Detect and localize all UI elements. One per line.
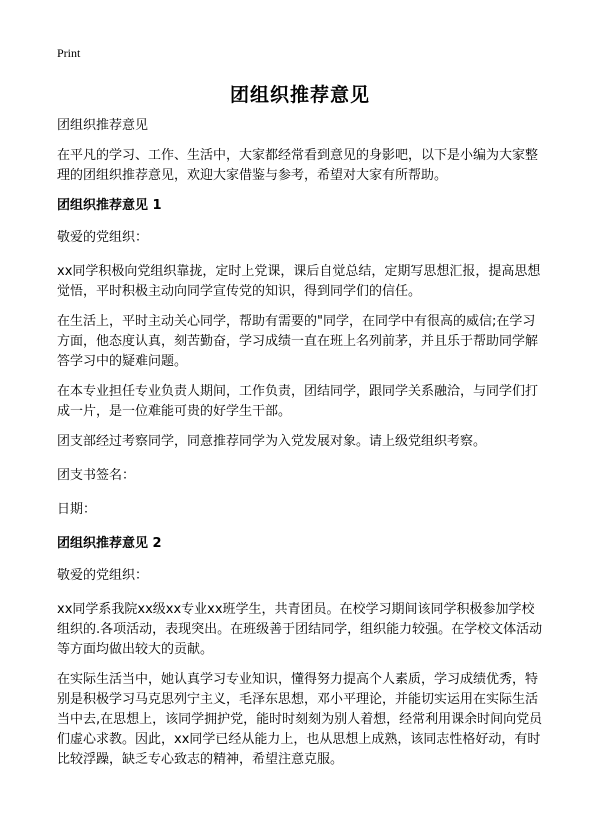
page-title: 团组织推荐意见 (229, 84, 370, 106)
intro-paragraph: 在平凡的学习、工作、生活中，大家都经常看到意见的身影吧，以下是小编为大家整理的团组织推荐意见，欢迎大家借鉴与参考，希望对大家有所帮助。 (57, 148, 539, 183)
paragraph: 在生活上，平时主动关心同学，帮助有需要的"同学，在同学中有很高的威信;在学习方面，他态度认真，刻苦勤奋，学习成绩一直在班上名列前茅，并且乐于帮助同学解答学习中的疑难问题。 (57, 314, 539, 369)
section-heading: 团组织推荐意见 1 (57, 198, 162, 213)
salutation: 敬爱的党组织： (57, 230, 149, 245)
paragraph: 在本专业担任专业负责人期间，工作负责，团结同学，跟同学关系融洽，与同学们打成一片，是一位难能可贵的好学生干部。 (57, 384, 539, 419)
document-body (57, 116, 547, 780)
paragraph: xx同学积极向党组织靠拢，定时上党课，课后自觉总结，定期写思想汇报，提高思想觉悟，平时积极主动向同学宣传党的知识，得到同学们的信任。 (57, 264, 541, 299)
print-link[interactable]: Print (57, 46, 81, 60)
section-heading: 团组织推荐意见 2 (57, 536, 162, 551)
document-subtitle: 团组织推荐意见 (57, 118, 149, 133)
signature-line: 团支书签名： (57, 468, 136, 483)
paragraph: xx同学系我院xx级xx专业xx班学生，共青团员。在校学习期间该同学积极参加学校组织的.各项活动，表现突出。在班级善于团结同学，组织能力较强。在学校文体活动等方面均做出较大的贡献。 (57, 602, 543, 657)
paragraph: 团支部经过考察同学，同意推荐同学为入党发展对象。请上级党组织考察。 (57, 434, 487, 449)
salutation: 敬爱的党组织： (57, 568, 149, 583)
date-line: 日期： (57, 502, 97, 517)
paragraph: 在实际生活当中，她认真学习专业知识，懂得努力提高个人素质，学习成绩优秀，特别是积极学习马克思列宁主义，毛泽东思想，邓小平理论，并能切实运用在实际生活当中去,在思想上，该同学拥护党，能时时刻刻为别人着想，经常利用课余时间向党员们虚心求教。因此，xx同学已经从能力上，也从思想上成熟，该同志性格好动，有时比较浮躁，缺乏专心致志的精神，希望注意克服。 (57, 672, 543, 767)
